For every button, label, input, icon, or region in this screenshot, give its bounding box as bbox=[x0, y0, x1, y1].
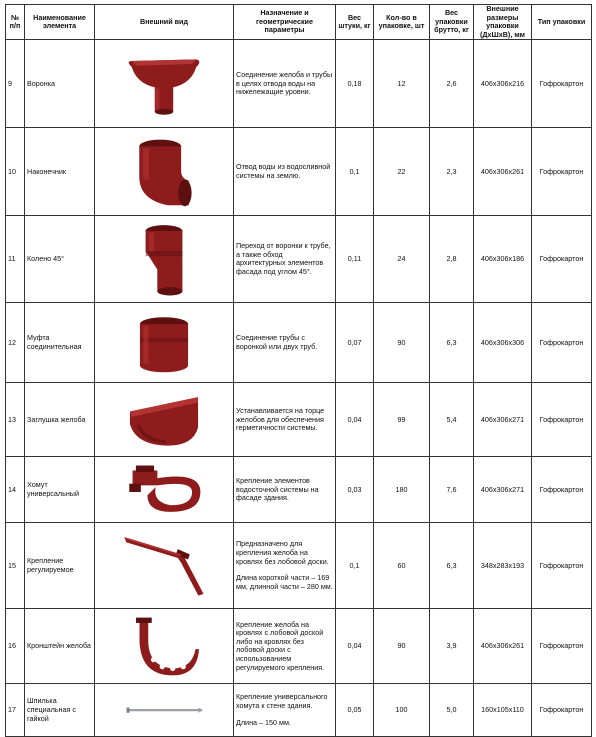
purpose-paragraph: Отвод воды из водосливной системы на землю. bbox=[236, 162, 331, 180]
pack-type: Гофрокартон bbox=[532, 523, 592, 609]
purpose-description bbox=[234, 303, 336, 383]
pack-quantity: 90 bbox=[374, 609, 430, 684]
unit-weight: 0,05 bbox=[336, 684, 374, 737]
purpose-paragraph: Длина – 150 мм. bbox=[236, 717, 291, 727]
purpose-description bbox=[234, 684, 336, 737]
gutter-funnel-icon bbox=[121, 50, 207, 118]
header-num: № п/п bbox=[6, 5, 25, 40]
gross-weight: 5,0 bbox=[430, 684, 474, 737]
purpose-paragraph: Крепление желоба на кровлях с лобовой доской либо на кровлях без лобовой доски с использованием регулируемого крепления. bbox=[236, 619, 325, 672]
gross-weight: 6,3 bbox=[430, 303, 474, 383]
gross-weight: 2,6 bbox=[430, 40, 474, 128]
pack-dimensions: 406x306x306 bbox=[474, 303, 532, 383]
pack-dimensions: 406x306x186 bbox=[474, 216, 532, 303]
table-row bbox=[6, 40, 592, 128]
header-dimensions: Внешние размеры упаковки (ДхШхВ), мм bbox=[474, 5, 532, 40]
gross-weight: 5,4 bbox=[430, 383, 474, 457]
table-row bbox=[6, 216, 592, 303]
table-row bbox=[6, 383, 592, 457]
product-image-cell bbox=[95, 128, 234, 216]
table-row bbox=[6, 523, 592, 609]
element-name: Наконечник bbox=[25, 128, 95, 216]
product-image-cell bbox=[95, 303, 234, 383]
purpose-description bbox=[234, 40, 336, 128]
element-name: Хомут универсальный bbox=[25, 457, 95, 523]
pack-quantity: 180 bbox=[374, 457, 430, 523]
purpose-paragraph: Соединение желоба и трубы в целях отвода воды на нижележащие уровни. bbox=[236, 69, 333, 97]
row-number: 17 bbox=[6, 684, 25, 737]
purpose-paragraph: Предназначено для крепления желоба на кровлях без лобовой доски. bbox=[236, 539, 329, 566]
row-number: 12 bbox=[6, 303, 25, 383]
unit-weight: 0,07 bbox=[336, 303, 374, 383]
pack-dimensions: 348x283x193 bbox=[474, 523, 532, 609]
pipe-coupling-icon bbox=[121, 312, 207, 374]
product-image-cell bbox=[95, 684, 234, 737]
gross-weight: 2,3 bbox=[430, 128, 474, 216]
header-weight: Вес штуки, кг bbox=[336, 5, 374, 40]
gross-weight: 6,3 bbox=[430, 523, 474, 609]
row-number: 9 bbox=[6, 40, 25, 128]
element-name: Кронштейн желоба bbox=[25, 609, 95, 684]
unit-weight: 0,04 bbox=[336, 609, 374, 684]
pipe-elbow-45-icon bbox=[127, 221, 201, 298]
header-row bbox=[6, 5, 592, 40]
pack-quantity: 60 bbox=[374, 523, 430, 609]
pack-type: Гофрокартон bbox=[532, 216, 592, 303]
adjustable-bracket-icon bbox=[121, 532, 207, 599]
product-image-cell bbox=[95, 40, 234, 128]
pack-quantity: 12 bbox=[374, 40, 430, 128]
purpose-description bbox=[234, 383, 336, 457]
element-name: Заглушка желоба bbox=[25, 383, 95, 457]
pack-type: Гофрокартон bbox=[532, 609, 592, 684]
unit-weight: 0,18 bbox=[336, 40, 374, 128]
gross-weight: 2,8 bbox=[430, 216, 474, 303]
pack-dimensions: 406x306x216 bbox=[474, 40, 532, 128]
purpose-paragraph: Соединение трубы с воронкой или двух труб. bbox=[236, 333, 318, 351]
header-pack-type: Тип упаковки bbox=[532, 5, 592, 40]
pack-dimensions: 160x105x110 bbox=[474, 684, 532, 737]
table-row bbox=[6, 609, 592, 684]
gutter-bracket-icon bbox=[122, 614, 206, 679]
unit-weight: 0,11 bbox=[336, 216, 374, 303]
product-image-cell bbox=[95, 383, 234, 457]
pack-dimensions: 406x306x271 bbox=[474, 457, 532, 523]
element-name: Шпилька специальная с гайкой bbox=[25, 684, 95, 737]
header-gross-weight: Вес упаковки брутто, кг bbox=[430, 5, 474, 40]
pack-quantity: 99 bbox=[374, 383, 430, 457]
pack-type: Гофрокартон bbox=[532, 457, 592, 523]
unit-weight: 0,1 bbox=[336, 128, 374, 216]
threaded-stud-icon bbox=[118, 703, 210, 718]
pack-type: Гофрокартон bbox=[532, 684, 592, 737]
pack-type: Гофрокартон bbox=[532, 303, 592, 383]
row-number: 10 bbox=[6, 128, 25, 216]
pack-dimensions: 406x306x261 bbox=[474, 128, 532, 216]
pipe-outlet-icon bbox=[122, 133, 206, 211]
pack-type: Гофрокартон bbox=[532, 40, 592, 128]
purpose-paragraph: Устанавливается на торце желобов для обеспечения герметичности системы. bbox=[236, 405, 325, 433]
table-row bbox=[6, 457, 592, 523]
gross-weight: 3,9 bbox=[430, 609, 474, 684]
product-image-cell bbox=[95, 523, 234, 609]
gross-weight: 7,6 bbox=[430, 457, 474, 523]
pack-type: Гофрокартон bbox=[532, 128, 592, 216]
pack-quantity: 24 bbox=[374, 216, 430, 303]
purpose-description bbox=[234, 457, 336, 523]
product-spec-table bbox=[5, 4, 592, 737]
table-row bbox=[6, 303, 592, 383]
table-row bbox=[6, 128, 592, 216]
pack-quantity: 100 bbox=[374, 684, 430, 737]
row-number: 13 bbox=[6, 383, 25, 457]
purpose-description bbox=[234, 609, 336, 684]
row-number: 14 bbox=[6, 457, 25, 523]
purpose-paragraph: Длина короткой части – 169 мм, длинной части – 280 мм. bbox=[236, 573, 333, 591]
purpose-description bbox=[234, 128, 336, 216]
row-number: 15 bbox=[6, 523, 25, 609]
purpose-description bbox=[234, 216, 336, 303]
element-name: Колено 45° bbox=[25, 216, 95, 303]
purpose-description bbox=[234, 523, 336, 609]
pack-type: Гофрокартон bbox=[532, 383, 592, 457]
product-image-cell bbox=[95, 216, 234, 303]
purpose-paragraph: Крепление элементов водосточной системы на фасаде здания. bbox=[236, 475, 319, 503]
gutter-end-cap-icon bbox=[121, 388, 207, 451]
unit-weight: 0,04 bbox=[336, 383, 374, 457]
product-image-cell bbox=[95, 609, 234, 684]
element-name: Воронка bbox=[25, 40, 95, 128]
row-number: 16 bbox=[6, 609, 25, 684]
purpose-paragraph: Переход от воронки к трубе, а также обход архитектурных элементов фасада под углом 45°. bbox=[236, 241, 331, 276]
pack-quantity: 90 bbox=[374, 303, 430, 383]
pack-quantity: 22 bbox=[374, 128, 430, 216]
element-name: Крепление регулируемое bbox=[25, 523, 95, 609]
pipe-clamp-icon bbox=[121, 462, 207, 517]
product-image-cell bbox=[95, 457, 234, 523]
header-image: Внешний вид bbox=[95, 5, 234, 40]
row-number: 11 bbox=[6, 216, 25, 303]
purpose-paragraph: Крепление универсального хомута к стене здания. bbox=[236, 692, 328, 711]
unit-weight: 0,03 bbox=[336, 457, 374, 523]
header-name: Наименование элемента bbox=[25, 5, 95, 40]
pack-dimensions: 406x306x261 bbox=[474, 609, 532, 684]
unit-weight: 0,1 bbox=[336, 523, 374, 609]
table-row bbox=[6, 684, 592, 737]
pack-dimensions: 406x306x271 bbox=[474, 383, 532, 457]
header-purpose: Назначение и геометрические параметры bbox=[234, 5, 336, 40]
header-qty: Кол-во в упаковке, шт bbox=[374, 5, 430, 40]
element-name: Муфта соединительная bbox=[25, 303, 95, 383]
